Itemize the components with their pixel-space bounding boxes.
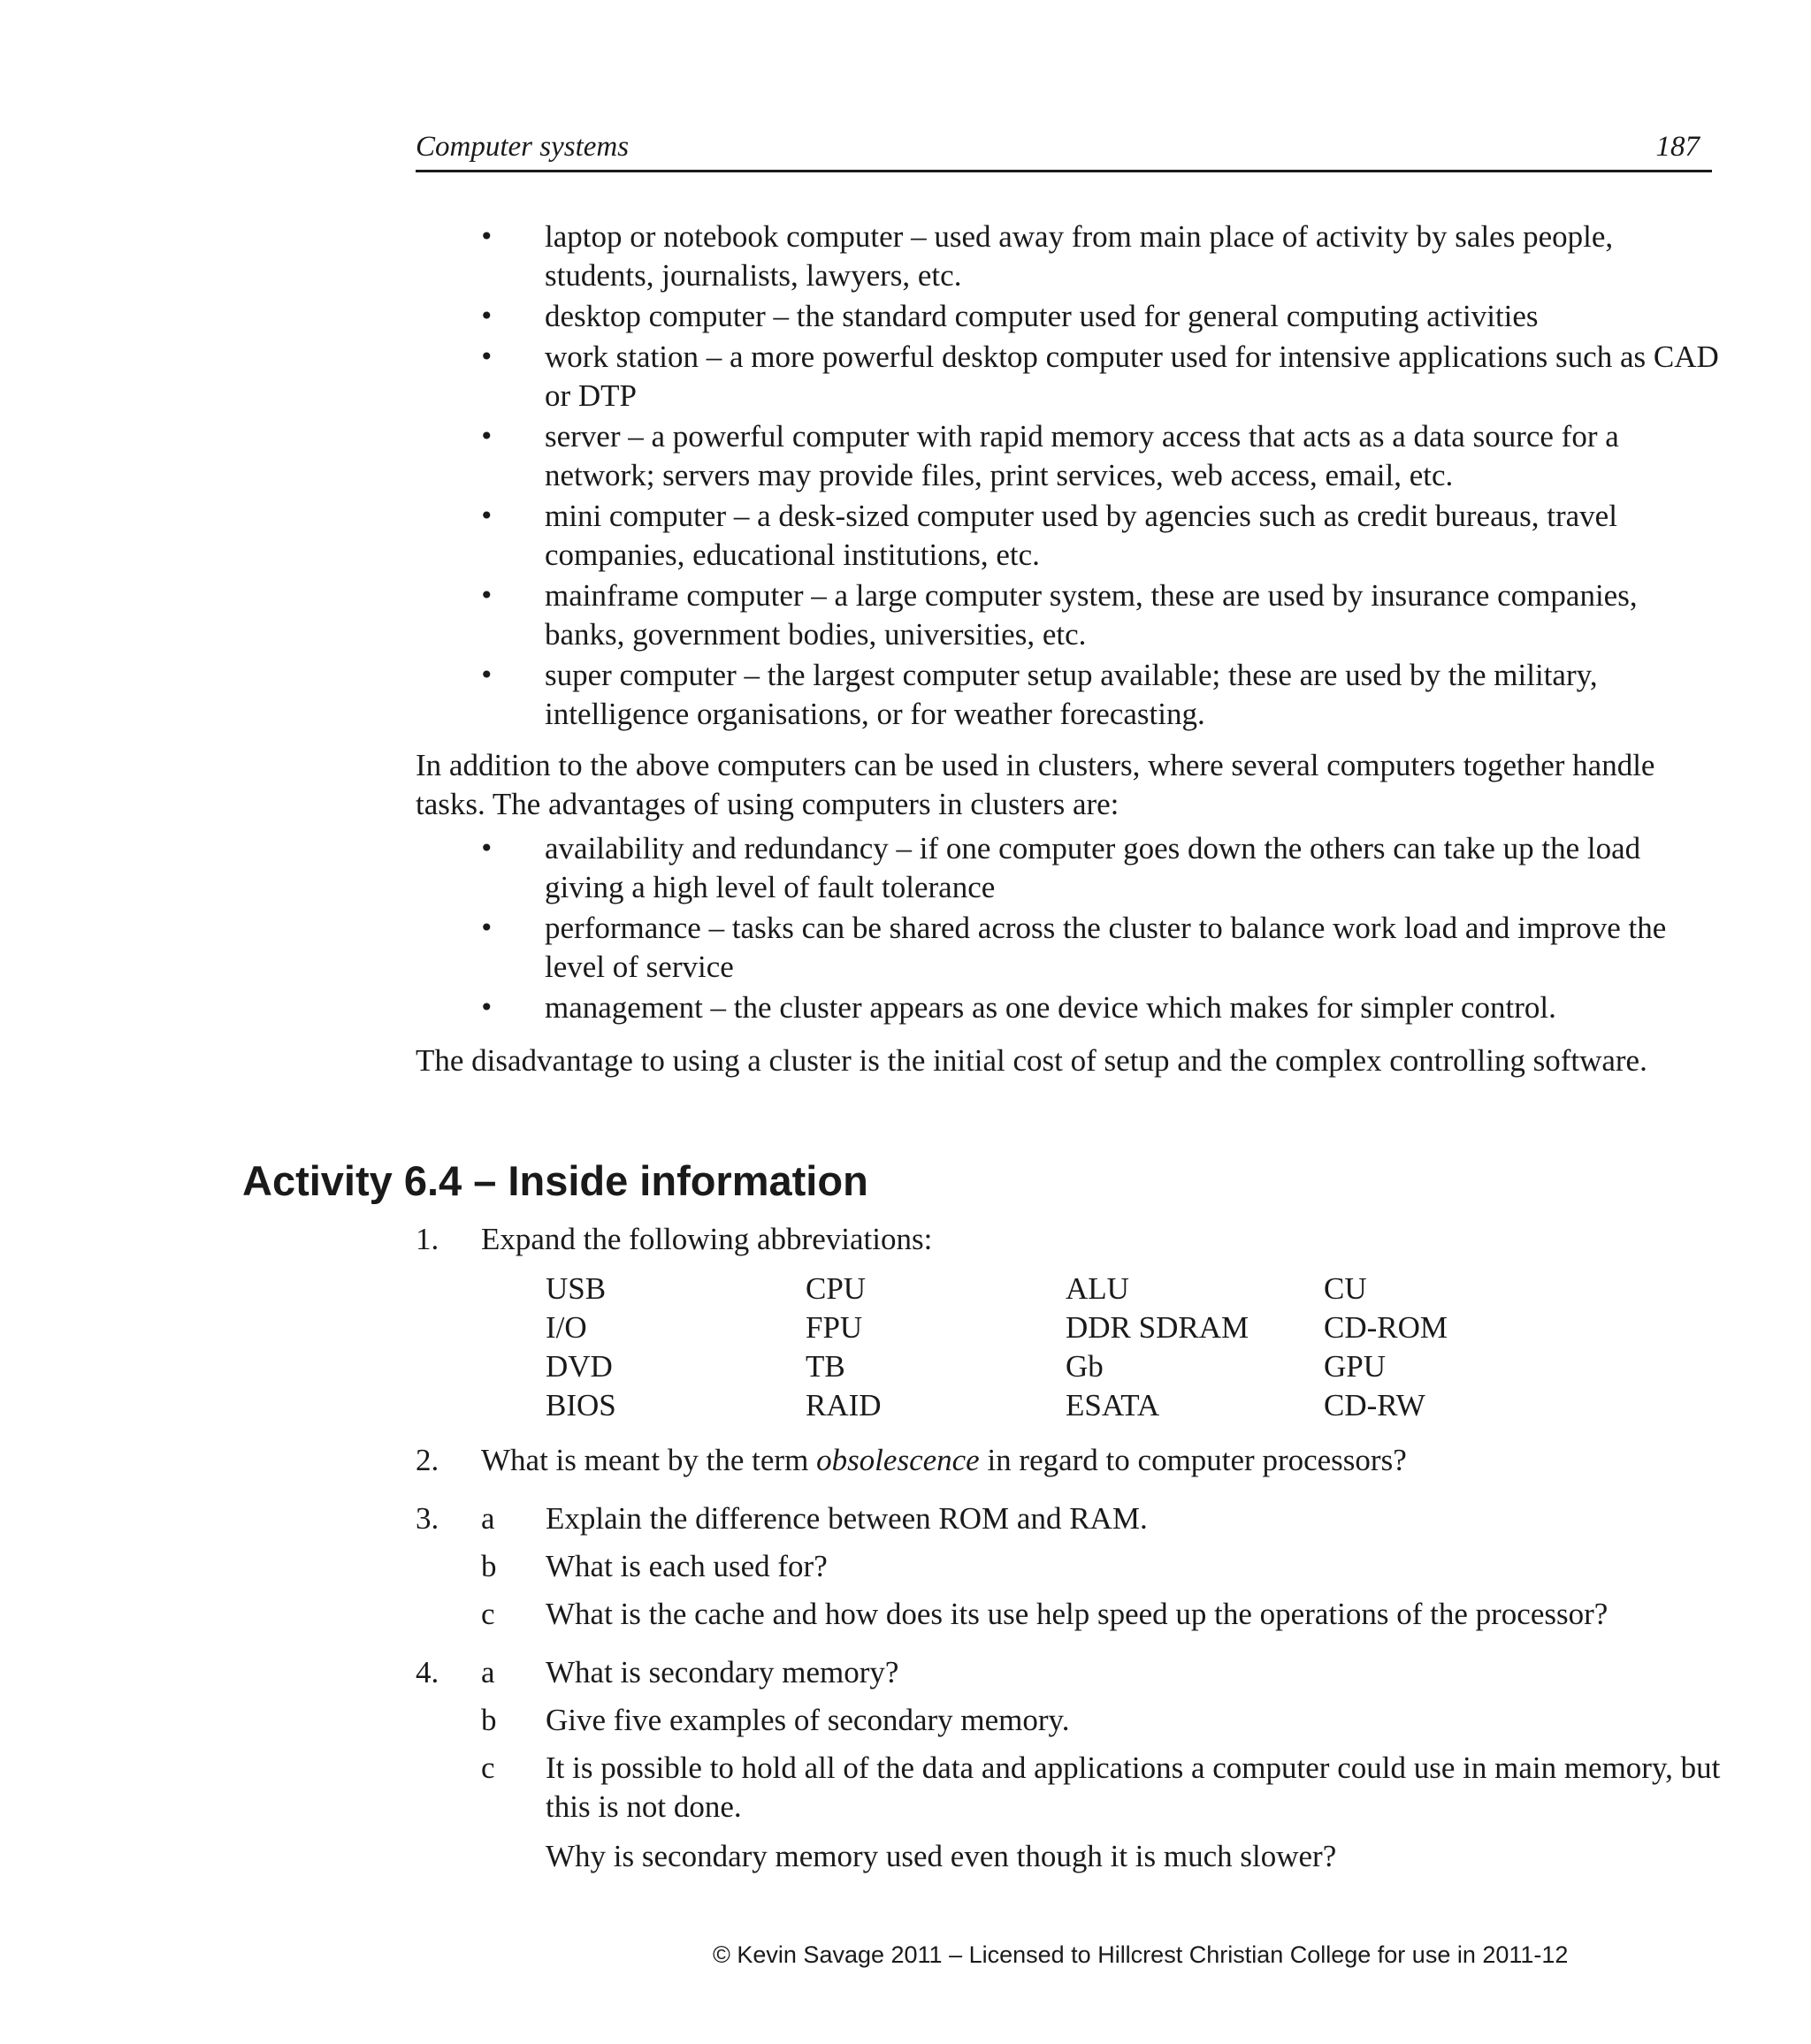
abbreviation: FPU: [806, 1310, 863, 1345]
question-number: 1.: [416, 1222, 439, 1256]
part-text: Give five examples of secondary memory.: [546, 1703, 1070, 1737]
part-text: Why is secondary memory used even though it is much slower?: [546, 1839, 1337, 1873]
abbreviation: CD-ROM: [1324, 1310, 1448, 1345]
part-letter: b: [481, 1703, 497, 1737]
question-number: 2.: [416, 1443, 439, 1477]
abbreviation: I/O: [546, 1310, 587, 1345]
abbreviation: ESATA: [1066, 1388, 1160, 1422]
question-text: Expand the following abbreviations:: [481, 1222, 933, 1256]
cluster-disadvantage-paragraph: The disadvantage to using a cluster is the initial cost of setup and the complex controlling software.: [416, 1043, 1647, 1078]
question-number: 4.: [416, 1655, 439, 1689]
part-text: Explain the difference between ROM and RAM.: [546, 1501, 1148, 1536]
computer-types-list: [416, 217, 1724, 736]
emphasized-term: obsolescence: [816, 1443, 980, 1477]
running-header: [416, 131, 1712, 172]
part-text: What is each used for?: [546, 1549, 828, 1583]
bullet-icon: •: [479, 342, 494, 371]
list-item: • performance – tasks can be shared across the cluster to balance work load and improve the level of service: [479, 911, 1667, 984]
abbreviation: CD-RW: [1324, 1388, 1425, 1422]
part-text: It is possible to hold all of the data and applications a computer could use in main memory, but this is not done.: [546, 1750, 1721, 1824]
list-item: • desktop computer – the standard computer used for general computing activities: [416, 297, 1724, 336]
part-text: What is the cache and how does its use help speed up the operations of the processor?: [546, 1597, 1609, 1631]
abbreviation: RAID: [806, 1388, 882, 1422]
part-letter: a: [481, 1655, 495, 1689]
bullet-icon: •: [479, 501, 494, 530]
list-item: • availability and redundancy – if one computer goes down the others can take up the load giving a high level of fault tolerance: [479, 831, 1641, 904]
list-item: • super computer – the largest computer setup available; these are used by the military, intelligence organisations, or for weather forecasting.: [479, 658, 1598, 731]
list-item: • mainframe computer – a large computer system, these are used by insurance companies, banks, government bodies, universities, etc.: [479, 578, 1638, 652]
list-item: • work station – a more powerful desktop computer used for intensive applications such as CAD or DTP: [479, 339, 1719, 413]
copyright-footer: © Kevin Savage 2011 – Licensed to Hillcrest Christian College for use in 2011-12: [713, 1941, 1569, 1968]
list-item: • management – the cluster appears as one device which makes for simpler control.: [416, 988, 1724, 1027]
part-letter: c: [481, 1597, 495, 1631]
bullet-icon: •: [479, 834, 494, 863]
question-number: 3.: [416, 1501, 439, 1536]
abbreviation: TB: [806, 1349, 845, 1384]
abbreviation: Gb: [1066, 1349, 1104, 1384]
part-text: What is secondary memory?: [546, 1655, 899, 1689]
abbreviation: CU: [1324, 1271, 1367, 1306]
bullet-icon: •: [479, 581, 494, 610]
part-letter: c: [481, 1750, 495, 1785]
abbreviation: USB: [546, 1271, 607, 1306]
abbreviation: ALU: [1066, 1271, 1129, 1306]
clusters-intro-paragraph: In addition to the above computers can be used in clusters, where several computers together handle tasks. The advantages of using computers in clusters are:: [416, 748, 1655, 821]
activity-heading: Activity 6.4 – Inside information: [242, 1157, 868, 1204]
list-item: • laptop or notebook computer – used away from main place of activity by sales people, students, journalists, lawyers, etc.: [479, 219, 1614, 293]
part-letter: b: [481, 1549, 497, 1583]
abbreviation: DDR SDRAM: [1066, 1310, 1249, 1345]
list-item: • server – a powerful computer with rapid memory access that acts as a data source for a network; servers may provide files, print services, web access, email, etc.: [479, 419, 1619, 492]
abbreviation: GPU: [1324, 1349, 1387, 1384]
abbreviation: BIOS: [546, 1388, 616, 1422]
bullet-icon: •: [479, 422, 494, 451]
bullet-icon: •: [479, 301, 494, 331]
bullet-icon: •: [479, 660, 494, 690]
page-number: 187: [1655, 131, 1700, 163]
running-header-title: Computer systems: [416, 131, 630, 163]
list-item: • mini computer – a desk-sized computer used by agencies such as credit bureaus, travel companies, educational institutions, etc.: [479, 499, 1617, 572]
question-text: What is meant by the term obsolescence in regard to computer processors?: [481, 1443, 1407, 1477]
bullet-icon: •: [479, 913, 494, 942]
part-letter: a: [481, 1501, 495, 1536]
abbreviation: DVD: [546, 1349, 613, 1384]
bullet-icon: •: [479, 993, 494, 1022]
cluster-advantages-list: [416, 829, 1724, 1029]
bullet-icon: •: [479, 222, 494, 251]
abbreviation: CPU: [806, 1271, 867, 1306]
